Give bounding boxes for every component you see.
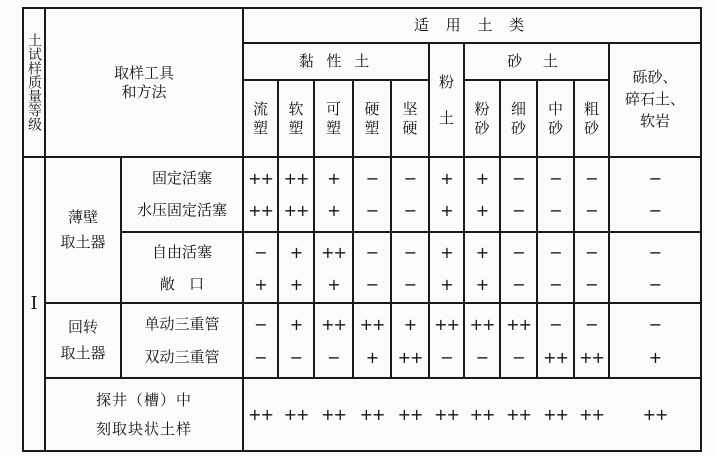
cell: − (365, 242, 379, 262)
cell: − (549, 242, 562, 262)
cell: − (648, 314, 662, 334)
cell: ++ (579, 404, 604, 424)
cell: − (475, 347, 489, 367)
method-fixed-piston: 固定活塞 (151, 169, 212, 188)
applicable-soils-header: 适 用 土 类 (413, 15, 531, 34)
cell: ++ (397, 347, 423, 367)
cell: + (648, 347, 662, 367)
col-fine-sand: 细 砂 (510, 99, 526, 137)
cell: ++ (397, 404, 423, 424)
cell: ++ (506, 404, 531, 424)
method-single-triple-tube: 单动三重管 (144, 315, 220, 334)
cell: − (512, 242, 525, 262)
col-coarse-sand: 粗 砂 (583, 99, 599, 137)
cell: ++ (469, 404, 495, 424)
cell: ++ (321, 242, 346, 262)
cell: + (475, 242, 489, 262)
cell: + (327, 168, 340, 188)
cell: + (254, 274, 267, 294)
cell: − (512, 274, 525, 294)
cell: − (365, 274, 379, 294)
cell: ++ (283, 200, 309, 220)
cell: ++ (434, 404, 459, 424)
cell: − (585, 200, 598, 220)
cell: + (327, 274, 340, 294)
method-open-tube: 敞 口 (159, 275, 205, 294)
col-medium-sand: 中 砂 (547, 99, 563, 137)
sampler-method-header: 取样工具 和方法 (113, 63, 174, 101)
col-silty-sand: 粉 砂 (474, 99, 490, 137)
cell: + (475, 274, 489, 294)
cell: ++ (359, 314, 385, 334)
cell: ++ (248, 200, 273, 220)
cell: − (289, 347, 303, 367)
cell: + (289, 274, 303, 294)
rotary-sampler-label: 回转 取土器 (60, 318, 106, 362)
cell: + (475, 168, 489, 188)
method-hydraulic-fixed-piston: 水压固定活塞 (136, 201, 227, 220)
method-double-triple-tube: 双动三重管 (144, 348, 220, 367)
rule-bottom (22, 450, 702, 452)
cell: ++ (283, 404, 309, 424)
cell: ++ (579, 347, 604, 367)
cell: − (512, 168, 525, 188)
cell: ++ (248, 404, 273, 424)
grade-column-header: 土试样质量等级 (26, 33, 42, 131)
grade-value: I (30, 293, 38, 315)
cell: ++ (642, 404, 668, 424)
cell: ++ (543, 404, 568, 424)
cell: − (549, 314, 562, 334)
cell: + (440, 200, 453, 220)
cell: + (440, 242, 453, 262)
cell: ++ (469, 314, 495, 334)
cell: − (327, 347, 340, 367)
cell: ++ (321, 404, 346, 424)
cell: ++ (248, 168, 273, 188)
col-flow-plastic: 流 塑 (252, 99, 268, 137)
cell: + (403, 314, 417, 334)
cell: − (403, 200, 417, 220)
method-free-piston: 自由活塞 (151, 243, 212, 262)
cell: + (365, 347, 379, 367)
sand-header: 砂 土 (507, 51, 566, 70)
gravel-header: 砾砂、 碎石土、 软岩 (624, 68, 685, 130)
cell: − (403, 168, 417, 188)
cell: ++ (321, 314, 346, 334)
thin-wall-sampler-label: 薄壁 取土器 (60, 207, 106, 251)
cell: − (254, 314, 267, 334)
cell: − (585, 314, 598, 334)
cell: − (549, 274, 562, 294)
rule-thin-end (44, 302, 702, 304)
rule-mid-thin (120, 231, 702, 233)
cell: + (440, 274, 453, 294)
cell: + (440, 168, 453, 188)
cell: − (585, 242, 598, 262)
cell: + (289, 242, 303, 262)
cell: − (440, 347, 453, 367)
cell: ++ (434, 314, 459, 334)
cell: ++ (359, 404, 385, 424)
cell: − (365, 200, 379, 220)
cell: ++ (543, 347, 568, 367)
rule-header-bottom (22, 156, 702, 158)
cell: − (648, 168, 662, 188)
col-soft-plastic: 软 塑 (288, 99, 304, 137)
cohesive-soil-header: 黏 性 土 (298, 51, 374, 70)
cell: − (254, 347, 267, 367)
cell: + (475, 200, 489, 220)
cell: + (289, 314, 303, 334)
cell: − (549, 168, 562, 188)
cell: − (365, 168, 379, 188)
pit-sample-label: 探井（槽）中 刻取块状土样 (95, 391, 192, 438)
cell: − (512, 347, 525, 367)
cell: − (585, 274, 598, 294)
col-hard-plastic: 硬 塑 (364, 99, 380, 137)
cell: ++ (283, 168, 309, 188)
cell: − (403, 242, 417, 262)
cell: − (648, 242, 662, 262)
cell: − (512, 200, 525, 220)
cell: − (403, 274, 417, 294)
cell: − (549, 200, 562, 220)
cell: − (585, 168, 598, 188)
cell: − (648, 274, 662, 294)
cell: + (327, 200, 340, 220)
col-hard: 坚 硬 (402, 99, 418, 137)
rule-right (700, 7, 702, 452)
cell: − (648, 200, 662, 220)
silt-header: 粉 土 (438, 73, 454, 127)
col-plastic: 可 塑 (325, 99, 341, 137)
cell: ++ (506, 314, 531, 334)
cell: − (254, 242, 267, 262)
